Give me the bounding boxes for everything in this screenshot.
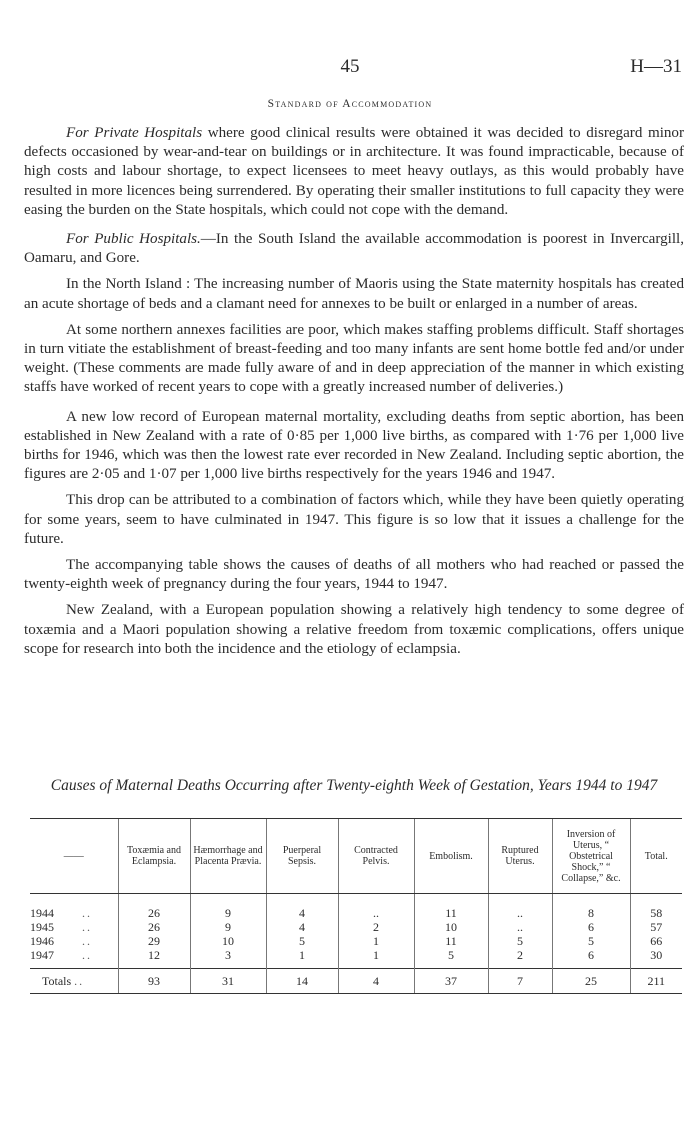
cell-pelvis: .. — [338, 906, 414, 920]
paragraph-text: —In the South Island the available accommodation is poorest in Invercargill, Oamaru, and Gore. — [24, 231, 684, 267]
table-row — [30, 948, 682, 969]
cell-embolism: 10 — [414, 920, 488, 934]
total-uterus: 7 — [488, 969, 552, 994]
paragraph-drop: This drop can be attributed to a combination of factors which, while they have been quietly operating for some years, seem to have culminated in 1947. This figure is so low that it issues a challenge for the future. — [24, 492, 684, 547]
paragraph-lead: For Private Hospitals — [66, 125, 203, 141]
row-year: 1947 .. — [30, 948, 92, 962]
total-toxaemia: 93 — [118, 969, 190, 994]
header-ruptured-uterus: Ruptured Uterus. — [488, 819, 552, 894]
total-pelvis: 4 — [338, 969, 414, 994]
header-toxaemia: Toxæmia and Eclampsia. — [118, 819, 190, 894]
maternal-deaths-table — [30, 818, 682, 994]
total-embolism: 37 — [414, 969, 488, 994]
table-title: Causes of Maternal Deaths Occurring after Twenty-eighth Week of Gestation, Years 1944 to 1947 — [50, 777, 658, 794]
header-contracted-pelvis: Contracted Pelvis. — [338, 819, 414, 894]
paragraph-maternal-mortality: A new low record of European maternal mortality, excluding deaths from septic abortion, has been established in New Zealand with a rate of 0·85 per 1,000 live births, as compared with 1·76 per 1,000 live births for 1946, which was then the lowest rate ever recorded in New Zealand. Including septic abortion, the figures are 2·05 and 1·07 per 1,000 live births respectively for the years 1946 and 1947. — [24, 408, 684, 483]
grand-total: 211 — [630, 969, 682, 994]
header-total: Total. — [630, 819, 682, 894]
cell-total: 58 — [630, 906, 682, 920]
paragraph-northern-annexes: At some northern annexes facilities are poor, which makes staffing problems difficult. Staff shortages in turn vitiate the establishment of breast-feeding and too many infants are sent home bottle fed and/or under weight. (These comments are made fully aware of and in deep appreciation of the manner in which existing staffs have worked of recent years to cope with a greatly increased number of deliveries.) — [24, 321, 684, 396]
total-haemorrhage: 31 — [190, 969, 266, 994]
paragraph-table-intro: The accompanying table shows the causes of deaths of all mothers who had reached or passed the twenty-eighth week of pregnancy during the four years, 1944 to 1947. — [24, 557, 684, 593]
paragraph-lead: For Public Hospitals. — [66, 231, 201, 248]
body-text — [24, 124, 684, 669]
total-sepsis: 14 — [266, 969, 338, 994]
cell-sepsis: 4 — [266, 920, 338, 934]
cell-pelvis: 1 — [338, 934, 414, 948]
paragraph-text: where good clinical results were obtained it was decided to disregard minor defects occasioned by wear-and-tear on buildings or in architecture. It was found impracticable, because of high costs and labour shortage, to expect licensees to meet heavy outlays, as this would probably have resulted in more licences being surrendered. By operating their smaller institutions to full capacity they were easing the burden on the State hospitals, which could not cope with the demand. — [24, 125, 685, 218]
cell-total: 30 — [630, 948, 682, 969]
header-embolism: Embolism. — [414, 819, 488, 894]
row-year: 1946 .. — [30, 934, 92, 948]
paragraph-public-hospitals — [24, 230, 684, 268]
header-haemorrhage: Hæmorrhage and Placenta Prævia. — [190, 819, 266, 894]
cell-total: 66 — [630, 934, 682, 948]
section-heading: Standard of Accommodation — [267, 98, 433, 110]
cell-toxaemia: 12 — [118, 948, 190, 969]
cell-haemorrhage: 9 — [190, 906, 266, 920]
header-inversion-of-uterus: Inversion of Uterus, “ Obstetrical Shock,” “ Collapse,” &c. — [552, 819, 630, 894]
cell-toxaemia: 29 — [118, 934, 190, 948]
document-reference: H—31 — [630, 56, 682, 77]
totals-label: Totals .. — [30, 969, 118, 994]
cell-embolism: 5 — [414, 948, 488, 969]
header-year: —— — [30, 819, 118, 894]
cell-sepsis: 1 — [266, 948, 338, 969]
page-number: 45 — [340, 56, 360, 77]
cell-toxaemia: 26 — [118, 920, 190, 934]
paragraph-north-island: In the North Island : The increasing number of Maoris using the State maternity hospitals has created an acute shortage of beds and a clamant need for annexes to be built or enlarged in a number of areas. — [24, 276, 684, 312]
header-puerperal-sepsis: Puerperal Sepsis. — [266, 819, 338, 894]
cell-inversion: 6 — [552, 948, 630, 969]
cell-uterus: 5 — [488, 934, 552, 948]
cell-sepsis: 5 — [266, 934, 338, 948]
cell-inversion: 8 — [552, 906, 630, 920]
cell-uterus: .. — [488, 906, 552, 920]
cell-uterus: .. — [488, 920, 552, 934]
cell-pelvis: 2 — [338, 920, 414, 934]
cell-haemorrhage: 10 — [190, 934, 266, 948]
cell-toxaemia: 26 — [118, 906, 190, 920]
cell-total: 57 — [630, 920, 682, 934]
cell-inversion: 6 — [552, 920, 630, 934]
table-row — [30, 934, 682, 948]
row-year: 1944 .. — [30, 906, 92, 920]
row-year: 1945 .. — [30, 920, 92, 934]
cell-embolism: 11 — [414, 934, 488, 948]
paragraph-private-hospitals — [24, 124, 684, 220]
cell-embolism: 11 — [414, 906, 488, 920]
totals-row — [30, 969, 682, 994]
paragraph-eclampsia: New Zealand, with a European population showing a relatively high tendency to some degree of toxæmia and a Maori population showing a relative freedom from toxæmic complications, offers unique scope for research into both the incidence and the etiology of eclampsia. — [24, 602, 684, 657]
cell-inversion: 5 — [552, 934, 630, 948]
cell-haemorrhage: 3 — [190, 948, 266, 969]
cell-pelvis: 1 — [338, 948, 414, 969]
total-inversion: 25 — [552, 969, 630, 994]
cell-haemorrhage: 9 — [190, 920, 266, 934]
table-row — [30, 906, 682, 920]
cell-sepsis: 4 — [266, 906, 338, 920]
table-row — [30, 920, 682, 934]
cell-uterus: 2 — [488, 948, 552, 969]
page-header — [0, 56, 700, 78]
